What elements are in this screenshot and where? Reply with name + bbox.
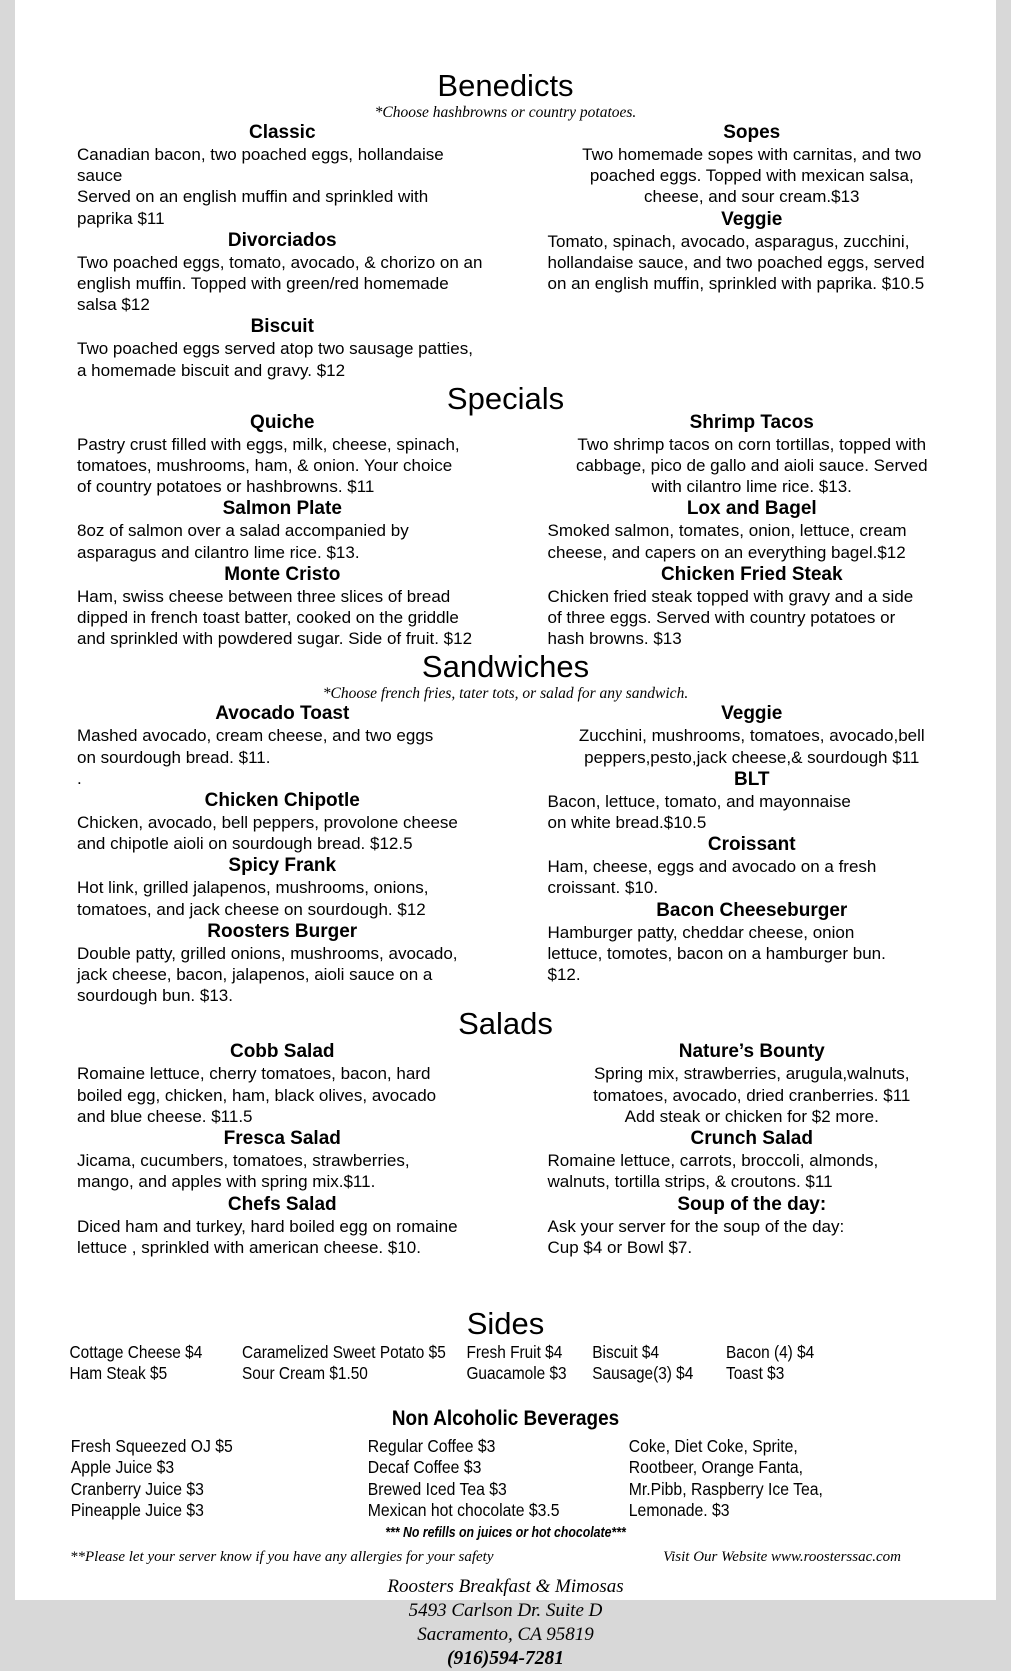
column-right-salads xyxy=(506,1040,997,1257)
menu-item xyxy=(548,411,957,498)
column-left-sandwiches xyxy=(15,702,506,1006)
allergy-note: **Please let your server know if you have any allergies for your safety xyxy=(70,1548,494,1565)
menu-item xyxy=(77,121,488,229)
item-description: Two poached eggs, tomato, avocado, & chorizo on an english muffin. Topped with green/red homemade salsa $12 xyxy=(77,252,483,315)
item-description: Diced ham and turkey, hard boiled egg on romaine lettuce , sprinkled with american cheese. $10. xyxy=(77,1216,458,1257)
item-description: Romaine lettuce, carrots, broccoli, almonds, walnuts, tortilla strips, & croutons. $11 xyxy=(547,1151,879,1192)
item-name: Shrimp Tacos xyxy=(689,411,814,433)
beverage-item: Coke, Diet Coke, Sprite, xyxy=(628,1435,798,1456)
menu-item xyxy=(548,563,957,650)
item-description: Two homemade sopes with carnitas, and two poached eggs. Topped with mexican salsa, cheese, and sour cream.$13 xyxy=(582,145,922,207)
section-title-sides: Sides xyxy=(466,1305,545,1341)
item-name: Quiche xyxy=(250,411,315,433)
item-description: Tomato, spinach, avocado, asparagus, zucchini, hollandaise sauce, and two poached eggs, served on an english muffin, sprinkled with paprika. $10.5 xyxy=(547,231,925,294)
item-name: Chicken Chipotle xyxy=(204,790,360,812)
menu-item xyxy=(77,854,488,919)
sides-item: Guacamole $3 xyxy=(466,1362,567,1383)
beverage-item: Fresh Squeezed OJ $5 xyxy=(70,1435,233,1456)
beverage-item: Apple Juice $3 xyxy=(70,1457,175,1478)
sides-grid xyxy=(15,1342,1011,1384)
menu-item xyxy=(548,899,957,986)
item-name: Croissant xyxy=(707,834,796,856)
item-name: Monte Cristo xyxy=(224,563,341,585)
menu-item xyxy=(77,497,488,562)
item-name: Divorciados xyxy=(227,229,337,251)
item-name: Bacon Cheeseburger xyxy=(656,899,848,921)
footer xyxy=(15,1524,996,1671)
item-description: 8oz of salmon over a salad accompanied by asparagus and cilantro lime rice. $13. xyxy=(77,521,409,562)
item-name: Classic xyxy=(248,122,316,143)
sides-item: Biscuit $4 xyxy=(592,1341,660,1362)
section-sandwiches xyxy=(15,649,996,1006)
menu-item xyxy=(548,768,957,833)
section-title-salads: Salads xyxy=(458,1006,553,1042)
sides-item: Toast $3 xyxy=(726,1362,785,1383)
beverage-item: Mexican hot chocolate $3.5 xyxy=(367,1500,560,1521)
menu-item xyxy=(77,229,488,316)
menu-item xyxy=(77,411,488,498)
item-name: Lox and Bagel xyxy=(686,498,817,520)
beverage-item: Pineapple Juice $3 xyxy=(70,1500,204,1521)
item-name: Crunch Salad xyxy=(690,1128,813,1150)
item-name: Veggie xyxy=(721,208,783,230)
beverages-grid xyxy=(15,1436,1011,1522)
menu-item xyxy=(548,1040,957,1127)
item-name: Veggie xyxy=(721,703,783,725)
menu-item xyxy=(548,208,957,295)
menu-item xyxy=(77,1193,488,1258)
item-description: Double patty, grilled onions, mushrooms, avocado, jack cheese, bacon, jalapenos, aioli sauce on a sourdough bun. $13. xyxy=(77,943,458,1006)
beverage-item: Mr.Pibb, Raspberry Ice Tea, xyxy=(628,1478,823,1499)
menu-item xyxy=(548,1127,957,1192)
menu-item xyxy=(77,1127,488,1192)
item-name: Soup of the day: xyxy=(677,1193,827,1215)
item-name: Biscuit xyxy=(250,316,314,338)
menu-item xyxy=(548,833,957,898)
sides-item: Cottage Cheese $4 xyxy=(69,1341,203,1362)
item-description: Mashed avocado, cream cheese, and two eggs on sourdough bread. $11. . xyxy=(77,726,434,788)
beverage-item: Cranberry Juice $3 xyxy=(70,1478,204,1499)
menu-item xyxy=(548,121,957,208)
item-name: BLT xyxy=(733,768,770,790)
item-name: Chicken Fried Steak xyxy=(660,563,843,585)
refill-note: *** No refills on juices or hot chocolate*** xyxy=(385,1523,626,1541)
website-note[interactable]: Visit Our Website www.roosterssac.com xyxy=(663,1548,901,1565)
item-description: Zucchini, mushrooms, tomatoes, avocado,bell peppers,pesto,jack cheese,& sourdough $11 xyxy=(578,726,925,767)
item-description: Hamburger patty, cheddar cheese, onion lettuce, tomotes, bacon on a hamburger bun. $12. xyxy=(547,922,886,985)
section-beverages xyxy=(15,1406,996,1522)
beverage-item: Regular Coffee $3 xyxy=(367,1435,496,1456)
item-name: Spicy Frank xyxy=(228,855,337,877)
sides-item: Sour Cream $1.50 xyxy=(242,1362,368,1383)
menu-item xyxy=(77,1040,488,1127)
item-name: Fresca Salad xyxy=(223,1128,341,1150)
menu-content xyxy=(15,0,996,1669)
section-title-beverages: Non Alcoholic Beverages xyxy=(391,1406,620,1430)
sides-item: Fresh Fruit $4 xyxy=(466,1341,563,1362)
column-right-sandwiches xyxy=(506,702,997,1006)
section-columns-benedicts xyxy=(15,121,996,381)
item-description: Hot link, grilled jalapenos, mushrooms, onions, tomatoes, and jack cheese on sourdough. $12 xyxy=(77,878,429,919)
item-name: Sopes xyxy=(723,122,781,143)
item-description: Ham, cheese, eggs and avocado on a fresh croissant. $10. xyxy=(547,857,877,898)
item-description: Romaine lettuce, cherry tomatoes, bacon, hard boiled egg, chicken, ham, black olives, avocado and blue cheese. $11.5 xyxy=(77,1064,437,1126)
item-name: Chefs Salad xyxy=(227,1193,337,1215)
item-description: Bacon, lettuce, tomato, and mayonnaise on white bread.$10.5 xyxy=(547,791,851,833)
sides-item: Ham Steak $5 xyxy=(69,1362,168,1383)
section-note-benedicts: *Choose hashbrowns or country potatoes. xyxy=(374,104,637,121)
item-name: Avocado Toast xyxy=(215,703,350,725)
column-right-specials xyxy=(506,411,997,650)
item-description: Two poached eggs served atop two sausage patties, a homemade biscuit and gravy. $12 xyxy=(77,339,473,380)
menu-item xyxy=(548,497,957,562)
menu-item xyxy=(548,702,957,767)
item-description: Ask your server for the soup of the day: Cup $4 or Bowl $7. xyxy=(547,1216,845,1257)
section-columns-specials xyxy=(15,411,996,650)
menu-item xyxy=(77,315,488,380)
sides-item: Sausage(3) $4 xyxy=(592,1362,694,1383)
menu-item xyxy=(77,563,488,650)
item-name: Nature’s Bounty xyxy=(678,1041,825,1063)
beverage-item: Rootbeer, Orange Fanta, xyxy=(628,1457,804,1478)
item-name: Salmon Plate xyxy=(222,498,342,520)
business-name: Roosters Breakfast & Mimosas xyxy=(387,1575,624,1597)
menu-page xyxy=(15,0,996,1669)
section-columns-sandwiches xyxy=(15,702,996,1006)
item-description: Pastry crust filled with eggs, milk, cheese, spinach, tomatoes, mushrooms, ham, & onion. Your choice of country potatoes or hashbrowns. $11 xyxy=(77,434,460,497)
menu-item xyxy=(77,702,488,789)
column-left-salads xyxy=(15,1040,506,1257)
item-description: Chicken, avocado, bell peppers, provolone cheese and chipotle aioli on sourdough bread. $12.5 xyxy=(77,813,458,854)
phone-number[interactable]: (916)594-7281 xyxy=(447,1647,564,1669)
item-description: Chicken fried steak topped with gravy and a side of three eggs. Served with country potatoes or hash browns. $13 xyxy=(547,586,914,649)
column-left-benedicts xyxy=(15,121,506,381)
item-description: Smoked salmon, tomates, onion, lettuce, cream cheese, and capers on an everything bagel.$12 xyxy=(547,521,907,562)
section-title-sandwiches: Sandwiches xyxy=(421,649,590,685)
city-line: Sacramento, CA 95819 xyxy=(417,1623,594,1645)
menu-item xyxy=(548,1193,957,1258)
sides-item: Bacon (4) $4 xyxy=(726,1341,815,1362)
item-description: Two shrimp tacos on corn tortillas, topped with cabbage, pico de gallo and aioli sauce. Served with cilantro lime rice. $13. xyxy=(575,434,928,497)
item-description: Ham, swiss cheese between three slices of bread dipped in french toast batter, cooked on the griddle and sprinkled with powdered sugar. Side of fruit. $12 xyxy=(77,586,473,649)
item-name: Cobb Salad xyxy=(229,1041,335,1063)
section-specials xyxy=(15,381,996,650)
footer-notes-row xyxy=(15,1548,996,1567)
beverage-item: Lemonade. $3 xyxy=(628,1500,730,1521)
menu-item xyxy=(77,789,488,854)
section-title-specials: Specials xyxy=(446,380,565,416)
section-benedicts xyxy=(15,68,996,381)
address-line: 5493 Carlson Dr. Suite D xyxy=(408,1599,603,1621)
section-columns-salads xyxy=(15,1040,996,1257)
sides-item: Caramelized Sweet Potato $5 xyxy=(242,1341,446,1362)
menu-item xyxy=(77,920,488,1007)
item-description: Canadian bacon, two poached eggs, hollandaise sauce Served on an english muffin and sprinkled with paprika $11 xyxy=(77,145,444,228)
column-left-specials xyxy=(15,411,506,650)
section-note-sandwiches: *Choose french fries, tater tots, or salad for any sandwich. xyxy=(322,685,689,703)
item-name: Roosters Burger xyxy=(207,920,358,942)
section-salads xyxy=(15,1006,996,1257)
column-right-benedicts xyxy=(506,121,997,381)
section-sides xyxy=(15,1306,996,1384)
item-description: Jicama, cucumbers, tomatoes, strawberries, mango, and apples with spring mix.$11. xyxy=(77,1151,410,1192)
beverage-item: Decaf Coffee $3 xyxy=(367,1457,482,1478)
beverage-item: Brewed Iced Tea $3 xyxy=(367,1478,507,1499)
item-description: Spring mix, strawberries, arugula,walnuts, tomatoes, avocado, dried cranberries. $11 Add steak or chicken for $2 more. xyxy=(593,1064,911,1126)
section-title-benedicts: Benedicts xyxy=(437,68,574,103)
